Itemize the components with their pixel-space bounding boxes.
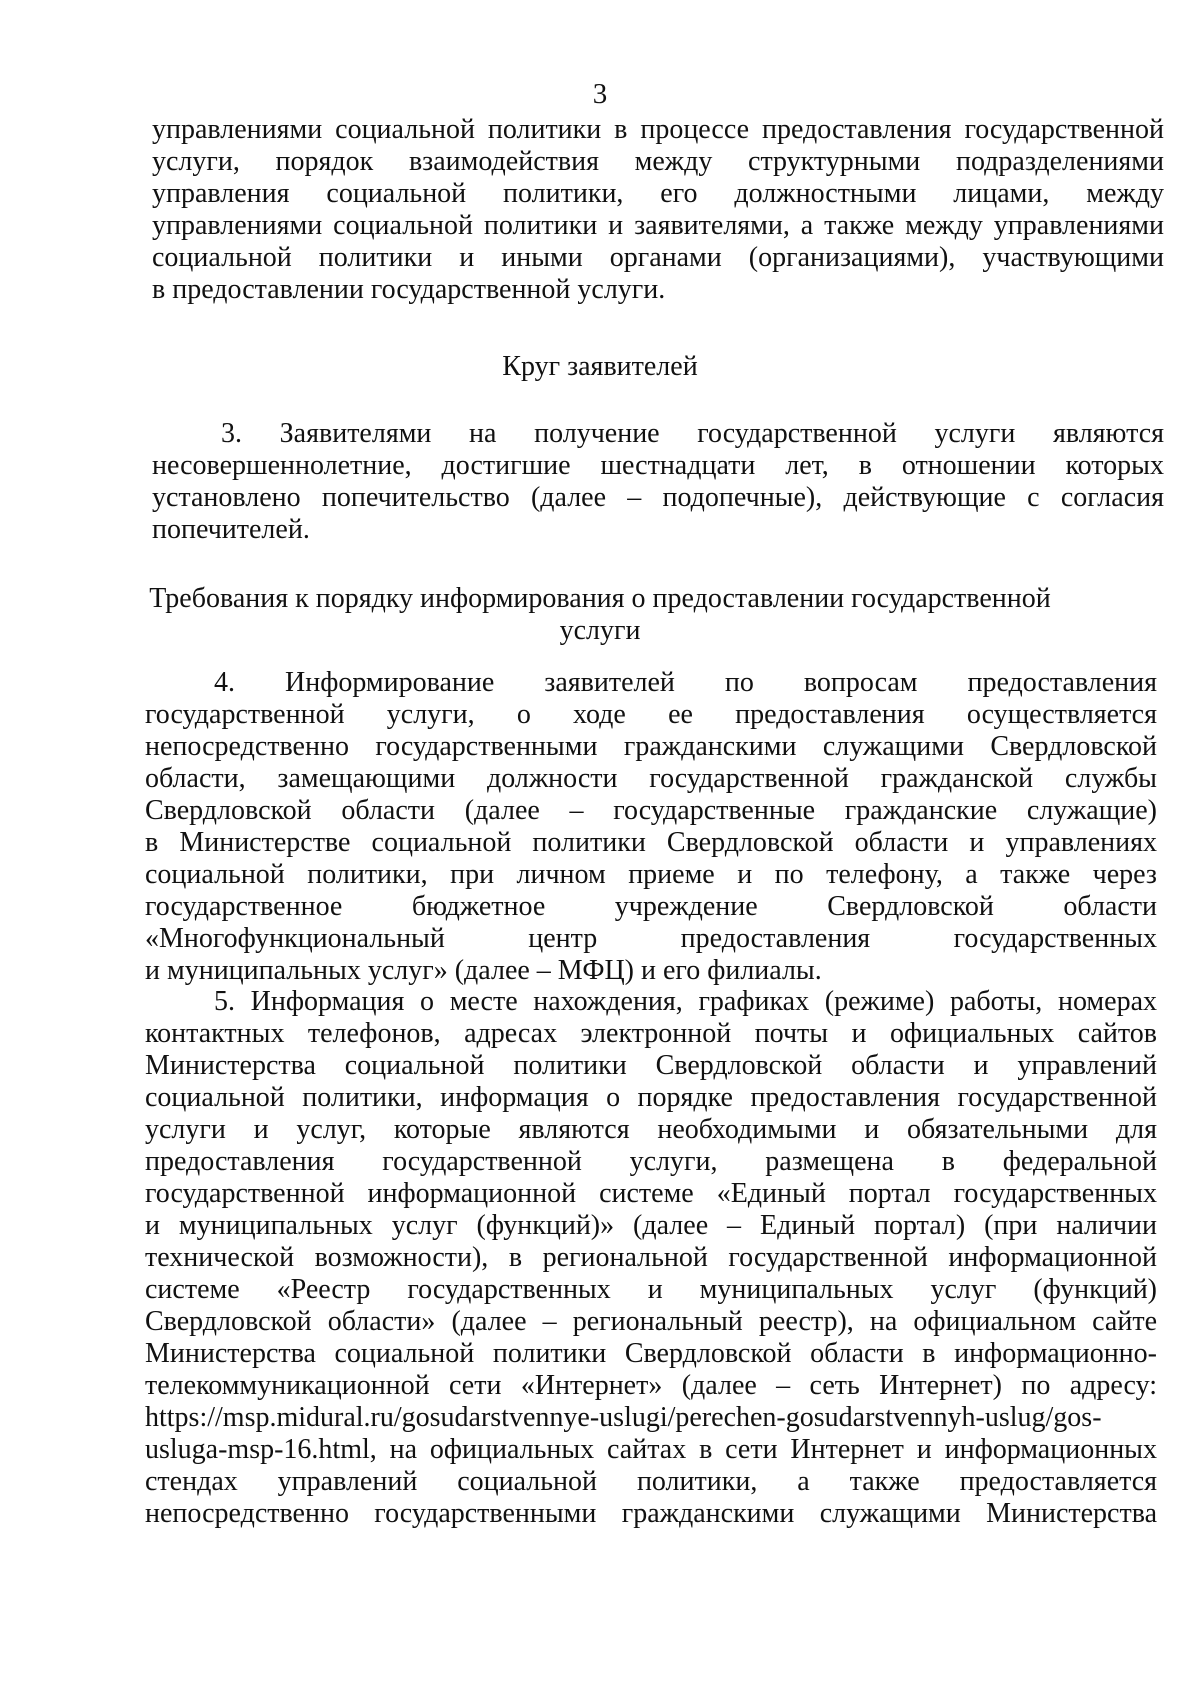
text-line: «Многофункциональный центр предоставления государственных bbox=[145, 923, 1157, 954]
text-line: Министерства социальной политики Свердловской области в информационно- bbox=[145, 1338, 1157, 1369]
heading-requirements-line-2: услуги bbox=[559, 615, 641, 646]
url-line: https://msp.midural.ru/gosudarstvennye-uslugi/perechen-gosudarstvennyh-uslug/gos- bbox=[145, 1402, 1102, 1433]
text-line: стендах управлений социальной политики, а также предоставляется bbox=[145, 1466, 1157, 1497]
text-line: 5. Информация о месте нахождения, графиках (режиме) работы, номерах bbox=[214, 986, 1157, 1017]
text-line: услуги, порядок взаимодействия между структурными подразделениями bbox=[152, 146, 1164, 177]
text-line: попечителей. bbox=[152, 514, 310, 545]
text-line: управления социальной политики, его должностными лицами, между bbox=[152, 178, 1164, 209]
heading-applicants: Круг заявителей bbox=[502, 351, 698, 382]
paragraph-5 bbox=[145, 986, 1157, 1530]
text-line: системе «Реестр государственных и муниципальных услуг (функций) bbox=[145, 1274, 1157, 1305]
text-line: услуги и услуг, которые являются необходимыми и обязательными для bbox=[145, 1114, 1157, 1145]
text-line: установлено попечительство (далее – подопечные), действующие с согласия bbox=[152, 482, 1164, 513]
text-line: государственное бюджетное учреждение Свердловской области bbox=[145, 891, 1157, 922]
heading-requirements-line-1: Требования к порядку информирования о предоставлении государственной bbox=[149, 583, 1051, 614]
text-line: управлениями социальной политики и заявителями, а также между управлениями bbox=[152, 210, 1164, 241]
text-line: непосредственно государственными гражданскими служащими Свердловской bbox=[145, 731, 1157, 762]
text-line: социальной политики и иными органами (организациями), участвующими bbox=[152, 242, 1164, 273]
text-line: управлениями социальной политики в процессе предоставления государственной bbox=[152, 114, 1164, 145]
text-line: и муниципальных услуг (функций)» (далее – Единый портал) (при наличии bbox=[145, 1210, 1157, 1241]
text-line: в предоставлении государственной услуги. bbox=[152, 274, 666, 305]
text-line: непосредственно государственными гражданскими служащими Министерства bbox=[145, 1498, 1157, 1529]
paragraph-3 bbox=[152, 418, 1164, 546]
text-line: Свердловской области (далее – государственные гражданские служащие) bbox=[145, 795, 1157, 826]
text-line: предоставления государственной услуги, размещена в федеральной bbox=[145, 1146, 1157, 1177]
text-line: и муниципальных услуг» (далее – МФЦ) и его филиалы. bbox=[145, 955, 822, 986]
text-line: usluga-msp-16.html, на официальных сайтах в сети Интернет и информационных bbox=[145, 1434, 1157, 1465]
text-line: Министерства социальной политики Свердловской области и управлений bbox=[145, 1050, 1157, 1081]
text-line: государственной услуги, о ходе ее предоставления осуществляется bbox=[145, 699, 1157, 730]
text-line: 4. Информирование заявителей по вопросам предоставления bbox=[214, 667, 1157, 698]
page-number: 3 bbox=[592, 78, 608, 110]
paragraph-continuation bbox=[152, 114, 1164, 306]
text-line: Свердловской области» (далее – региональный реестр), на официальном сайте bbox=[145, 1306, 1157, 1337]
text-line: области, замещающими должности государственной гражданской службы bbox=[145, 763, 1157, 794]
text-line: социальной политики, при личном приеме и по телефону, а также через bbox=[145, 859, 1157, 890]
text-line: социальной политики, информация о порядке предоставления государственной bbox=[145, 1082, 1157, 1113]
text-line: несовершеннолетние, достигшие шестнадцати лет, в отношении которых bbox=[152, 450, 1164, 481]
text-line: 3. Заявителями на получение государственной услуги являются bbox=[221, 418, 1164, 449]
text-line: в Министерстве социальной политики Свердловской области и управлениях bbox=[145, 827, 1157, 858]
paragraph-4 bbox=[145, 667, 1157, 987]
text-line: телекоммуникационной сети «Интернет» (далее – сеть Интернет) по адресу: bbox=[145, 1370, 1157, 1401]
text-line: государственной информационной системе «Единый портал государственных bbox=[145, 1178, 1157, 1209]
text-line: технической возможности), в региональной государственной информационной bbox=[145, 1242, 1157, 1273]
text-line: контактных телефонов, адресах электронной почты и официальных сайтов bbox=[145, 1018, 1157, 1049]
